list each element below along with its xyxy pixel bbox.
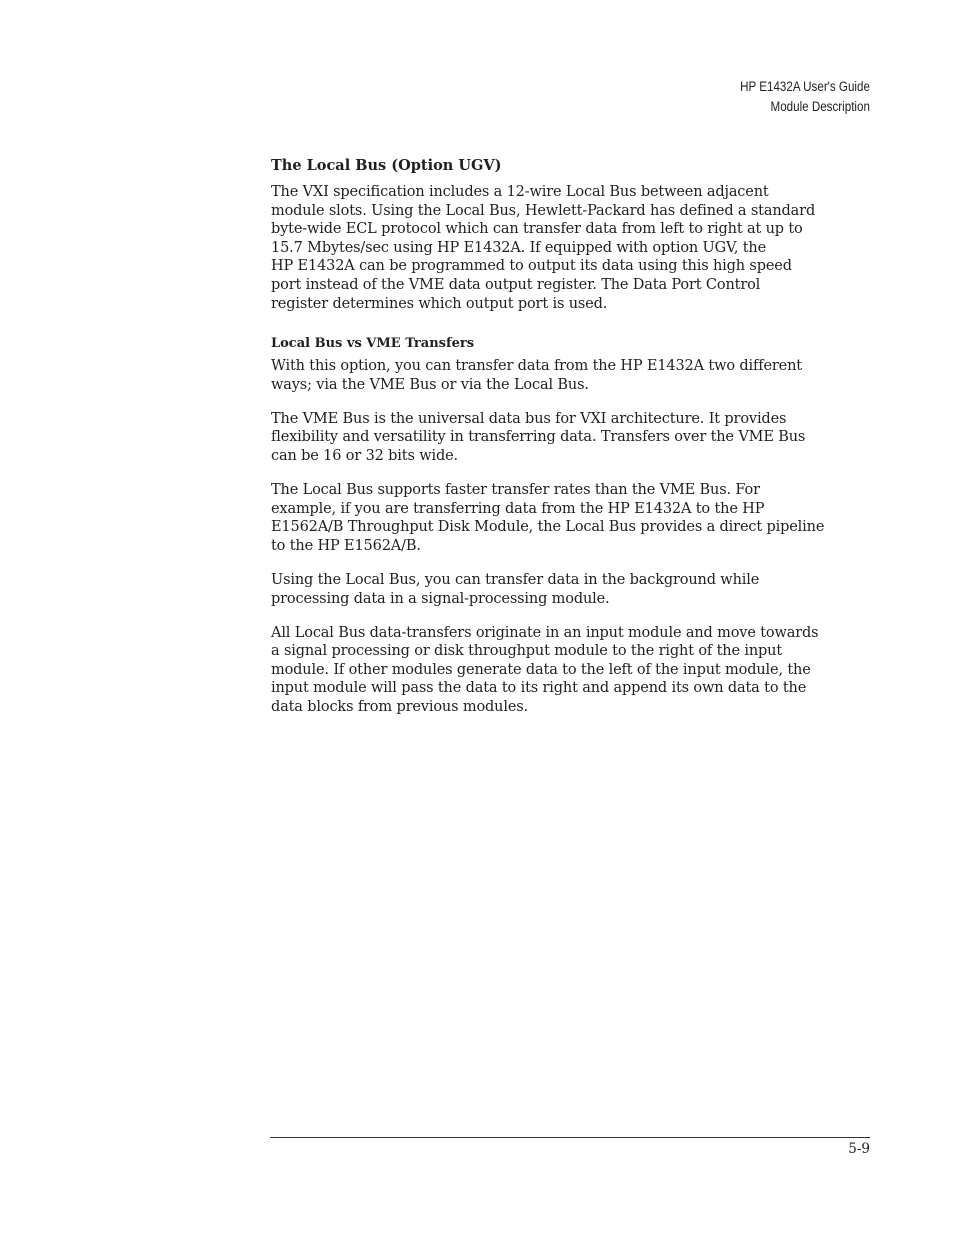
paragraph-line: a signal processing or disk throughput module to the right of the input <box>271 643 783 660</box>
paragraph-line: example, if you are transferring data from the HP E1432A to the HP <box>271 500 765 517</box>
paragraph-line: The VXI specification includes a 12-wire Local Bus between adjacent <box>271 184 769 200</box>
paragraph-line: All Local Bus data-transfers originate in an input module and move towards <box>271 624 819 641</box>
paragraph-line: processing data in a signal-processing module. <box>271 590 610 607</box>
paragraph-line: input module will pass the data to its right and append its own data to the <box>271 680 807 697</box>
paragraph-line: data blocks from previous modules. <box>271 699 529 716</box>
paragraph-line: byte-wide ECL protocol which can transfer data from left to right at up to <box>271 221 803 238</box>
header-chapter-title: Module Description <box>770 99 870 114</box>
subsection-title: Local Bus vs VME Transfers <box>271 336 475 352</box>
paragraph-line: port instead of the VME data output register. The Data Port Control <box>271 276 761 293</box>
page-number: 5-9 <box>848 1141 870 1157</box>
paragraph-line: to the HP E1562A/B. <box>271 537 421 554</box>
paragraph-line: module slots. Using the Local Bus, Hewlett-Packard has defined a standard <box>271 202 816 219</box>
footer-divider <box>270 1137 870 1138</box>
paragraph-line: HP E1432A can be programmed to output its data using this high speed <box>271 258 792 275</box>
paragraph-transfer-ways <box>271 357 871 394</box>
section-intro-paragraph <box>271 183 871 313</box>
paragraph-line: can be 16 or 32 bits wide. <box>271 448 458 465</box>
paragraph-line: E1562A/B Throughput Disk Module, the Local Bus provides a direct pipeline <box>271 519 825 536</box>
paragraph-local-bus-speed <box>271 481 871 555</box>
section-title: The Local Bus (Option UGV) <box>271 157 502 174</box>
paragraph-line: register determines which output port is used. <box>271 295 608 312</box>
header-guide-title: HP E1432A User's Guide <box>740 79 870 94</box>
paragraph-background-transfer <box>271 571 871 608</box>
page-body <box>271 156 871 732</box>
paragraph-data-flow <box>271 624 871 717</box>
paragraph-line: 15.7 Mbytes/sec using HP E1432A. If equipped with option UGV, the <box>271 239 767 256</box>
paragraph-line: ways; via the VME Bus or via the Local Bus. <box>271 376 589 393</box>
running-header <box>740 77 870 117</box>
paragraph-line: flexibility and versatility in transferring data. Transfers over the VME Bus <box>271 429 806 446</box>
paragraph-line: With this option, you can transfer data from the HP E1432A two different <box>271 358 802 375</box>
paragraph-line: module. If other modules generate data to the left of the input module, the <box>271 661 811 678</box>
paragraph-vme-bus <box>271 410 871 466</box>
paragraph-line: The Local Bus supports faster transfer rates than the VME Bus. For <box>271 482 760 499</box>
paragraph-line: The VME Bus is the universal data bus for VXI architecture. It provides <box>271 410 787 427</box>
paragraph-line: Using the Local Bus, you can transfer data in the background while <box>271 572 760 588</box>
